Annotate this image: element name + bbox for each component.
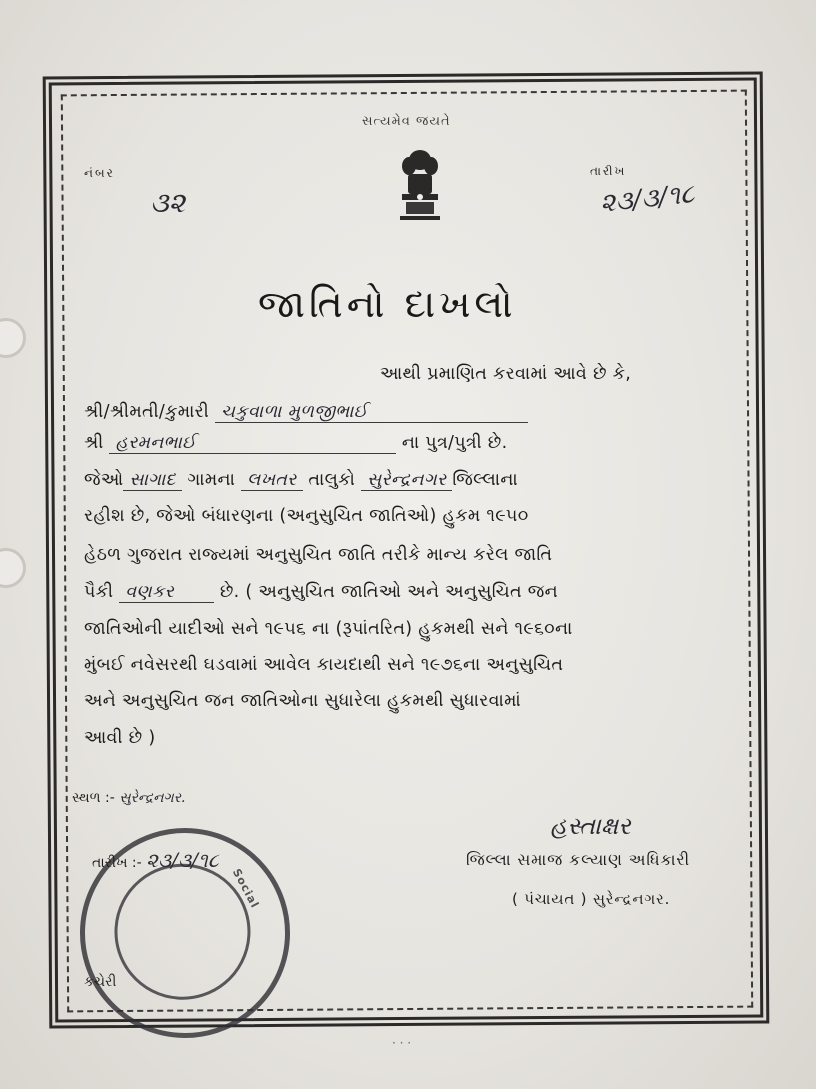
parent-honorific: શ્રી bbox=[84, 433, 104, 453]
ashoka-lion-emblem-icon bbox=[396, 146, 444, 222]
bottom-dots: · · · bbox=[392, 1036, 412, 1050]
officer-office: ( પંચાયત ) સુરેન્દ્રનગર. bbox=[512, 890, 671, 908]
stamp-date-label: તારીખ :- bbox=[92, 855, 142, 871]
national-motto: સત્યમેવ જયતે bbox=[362, 114, 451, 129]
officer-title: જિલ્લા સમાજ કલ્યાણ અધિકારી bbox=[466, 850, 691, 869]
office-label: કચેરી bbox=[84, 974, 117, 990]
page-title: જાતિનો દાખલો bbox=[258, 282, 517, 326]
body-line-10: આવી છે ) bbox=[84, 728, 156, 748]
punch-hole bbox=[0, 548, 26, 588]
district-name: સુરેન્દ્રનગર bbox=[361, 470, 452, 491]
certificate-date: ૨૩/૩/૧૮ bbox=[598, 179, 696, 219]
taluka-label: તાલુકો bbox=[308, 470, 356, 490]
body-line-7: જાતિઓની યાદીઓ સને ૧૯૫૬ ના (રૂપાંતરિત) હુકમથી સને ૧૯૬૦ના bbox=[84, 619, 573, 639]
officer-signature: હસ્તાક્ષર bbox=[550, 812, 631, 840]
parent-name: હરમનભાઈ bbox=[109, 433, 395, 454]
seal-text: Social bbox=[229, 866, 262, 911]
district-label: જિલ્લાના bbox=[452, 470, 518, 490]
certification-intro: આથી પ્રમાણિત કરવામાં આવે છે કે, bbox=[380, 364, 632, 384]
place-value: સુરેન્દ્રનગર. bbox=[119, 790, 186, 806]
holder-name: ચકુવાળા મુળજીભાઈ bbox=[215, 402, 528, 423]
body-line-4: રહીશ છે, જેઓ બંધારણના (અનુસુચિત જાતિઓ) હુકમ ૧૯૫૦ bbox=[84, 506, 529, 526]
son-daughter-label: ના પુત્ર/પુત્રી છે. bbox=[401, 433, 508, 453]
body-line-5: હેઠળ ગુજરાત રાજ્યમાં અનુસુચિત જાતિ તરીકે માન્ય કરેલ જાતિ bbox=[84, 545, 553, 565]
village-label: ગામના bbox=[187, 470, 236, 490]
stamp-date-value: ૨૩/૩/૧૮ bbox=[146, 848, 219, 872]
caste-line-suffix: છે. ( અનુસુચિત જાતિઓ અને અનુસુચિત જન bbox=[219, 582, 558, 602]
among-label: પૈકી bbox=[84, 582, 114, 602]
parent-line bbox=[84, 433, 508, 453]
caste-name: વણકર bbox=[119, 582, 214, 603]
punch-hole bbox=[0, 318, 26, 358]
place-line bbox=[72, 790, 185, 806]
stamp-date-line bbox=[92, 848, 219, 872]
residence-line bbox=[84, 470, 518, 490]
honorific-label: શ્રી/શ્રીમતી/કુમારી bbox=[84, 402, 210, 422]
they-label: જેઓ bbox=[84, 470, 124, 490]
body-line-9: અને અનુસુચિત જન જાતિઓના સુધારેલા હુકમથી સુધારવામાં bbox=[84, 691, 522, 711]
village-name: સાગાદ bbox=[123, 470, 181, 491]
caste-line bbox=[84, 582, 558, 602]
taluka-name: લખતર bbox=[241, 470, 302, 491]
date-label: તારીખ bbox=[590, 164, 627, 178]
place-label: સ્થળ :- bbox=[72, 790, 115, 806]
certificate-number: ૩૨ bbox=[150, 186, 186, 219]
body-line-8: મુંબઈ નવેસરથી ઘડવામાં આવેલ કાયદાથી સને ૧૯૭૬ના અનુસુચિત bbox=[84, 655, 564, 675]
number-label: નંબર bbox=[84, 166, 115, 180]
name-line bbox=[84, 402, 528, 422]
